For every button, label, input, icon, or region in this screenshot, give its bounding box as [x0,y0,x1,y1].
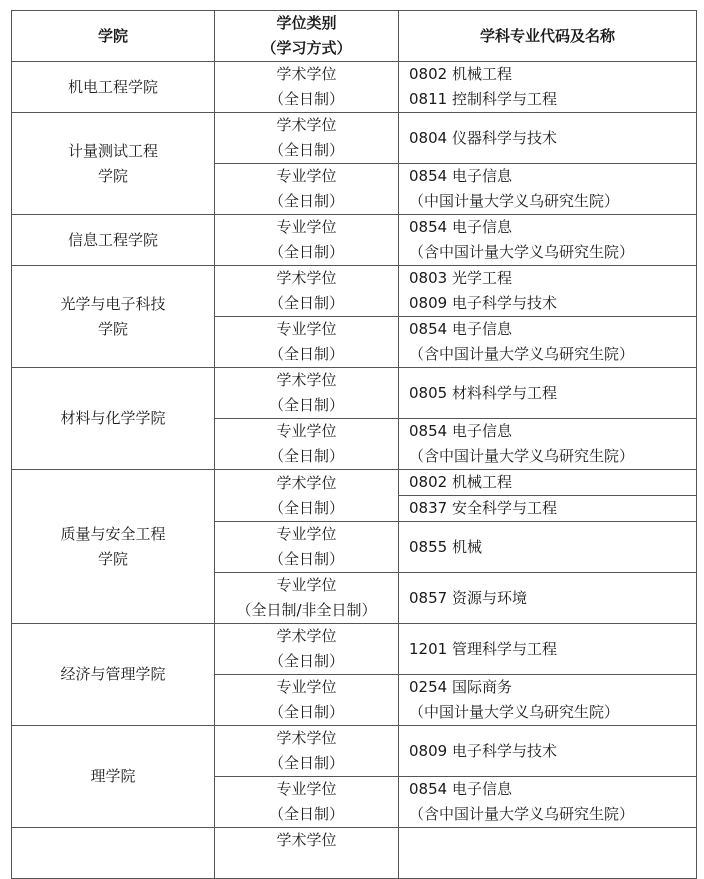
table-row [12,624,697,675]
subject-line: 0854 电子信息 [409,167,512,185]
program-table [11,10,697,879]
degree-type-line: 学术学位 [276,269,337,287]
college-cell [12,62,215,113]
degree-type-line: （全日制） [268,550,344,568]
college-cell [12,266,215,368]
subject-cell [399,62,697,113]
degree-type-cell [215,368,399,419]
college-name-line: 信息工程学院 [67,230,158,249]
table-row [12,726,697,777]
degree-type-line: 专业学位 [276,320,337,338]
college-name-line: 光学与电子科技 [60,294,166,313]
header-row [12,11,697,62]
header-college [12,11,215,62]
degree-type-cell [215,777,399,828]
subject-line: （含中国计量大学义乌研究生院） [409,447,635,465]
subject-line: 0857 资源与环境 [409,588,527,607]
subject-cell [399,777,697,828]
subject-cell [399,470,697,496]
subject-line: （中国计量大学义乌研究生院） [409,703,620,721]
college-cell [12,470,215,624]
subject-line: （中国计量大学义乌研究生院） [409,192,620,210]
degree-type-line: 专业学位 [276,167,337,185]
subject-line: 0254 国际商务 [409,678,512,696]
subject-line: 0854 电子信息 [409,218,512,236]
subject-cell [399,164,697,215]
subject-line: 0855 机械 [409,537,482,556]
degree-type-cell [215,164,399,215]
degree-type-line: 专业学位 [276,576,337,594]
header-type-line1: 学位类别 [276,14,337,32]
degree-type-line: （全日制） [268,294,344,312]
degree-type-cell [215,675,399,726]
subject-cell [399,624,697,675]
college-cell [12,368,215,470]
college-name-line: 学院 [97,319,128,338]
subject-cell [399,573,697,624]
degree-type-line: （全日制） [268,243,344,261]
header-degree-type [215,11,399,62]
subject-line: 0802 机械工程 [409,473,512,491]
college-name-line: 计量测试工程 [67,141,158,160]
college-cell [12,215,215,266]
subject-line: 0854 电子信息 [409,422,512,440]
subject-line: 0809 电子科学与技术 [409,294,557,312]
degree-type-line: （全日制） [268,447,344,465]
degree-type-cell [215,726,399,777]
subject-line: 0805 材料科学与工程 [409,383,557,402]
header-type-line2: （学习方式） [261,39,352,57]
degree-type-cell [215,419,399,470]
subject-line: 0854 电子信息 [409,320,512,338]
subject-line: 0804 仪器科学与技术 [409,128,557,147]
degree-type-cell [215,113,399,164]
degree-type-line: （全日制） [268,90,344,108]
degree-type-line: 专业学位 [276,678,337,696]
subject-line: （含中国计量大学义乌研究生院） [409,805,635,823]
degree-type-line: （全日制） [268,498,344,517]
college-cell [12,113,215,215]
degree-type-line: 学术学位 [276,627,337,645]
table-row-partial [12,828,697,879]
header-subject-text: 学科专业代码及名称 [479,26,615,45]
degree-type-line: 学术学位 [276,831,337,849]
degree-type-cell [215,522,399,573]
degree-type-line: 学术学位 [276,65,337,83]
degree-type-cell [215,266,399,317]
subject-cell [399,266,697,317]
degree-type-line: 专业学位 [276,780,337,798]
college-name-line: 理学院 [90,767,136,785]
subject-line: 0803 光学工程 [409,269,512,287]
subject-cell [399,828,697,879]
college-name-line: 机电工程学院 [67,77,158,96]
degree-type-line: （全日制） [268,754,344,772]
college-cell [12,726,215,828]
degree-type-line: 专业学位 [276,218,337,236]
college-name-line: 学院 [97,549,128,568]
college-name-line: 材料与化学学院 [60,409,166,427]
subject-cell [399,726,697,777]
subject-cell [399,317,697,368]
subject-cell [399,522,697,573]
degree-type-line: 学术学位 [276,116,337,134]
college-name-line: 质量与安全工程 [60,524,166,543]
subject-line: 0809 电子科学与技术 [409,741,557,760]
college-cell [12,624,215,726]
subject-cell [399,113,697,164]
degree-type-line: （全日制） [268,652,344,670]
subject-line: （含中国计量大学义乌研究生院） [409,243,635,261]
subject-line: 0854 电子信息 [409,780,512,798]
header-college-text: 学院 [97,26,128,45]
degree-type-line: 学术学位 [276,729,337,747]
degree-type-line: （全日制/非全日制） [236,601,377,619]
college-cell [12,828,215,879]
college-name-line: 经济与管理学院 [60,665,166,683]
degree-type-cell [215,828,399,879]
subject-line: 0811 控制科学与工程 [409,90,557,108]
degree-type-cell [215,470,399,522]
table-row [12,368,697,419]
subject-line: 0802 机械工程 [409,65,512,83]
subject-cell [399,368,697,419]
subject-line: 0837 安全科学与工程 [409,499,557,517]
table-body [12,62,697,879]
degree-type-line: 学术学位 [276,473,337,492]
degree-type-line: （全日制） [268,192,344,210]
table-row [12,113,697,164]
degree-type-cell [215,62,399,113]
college-name-line: 学院 [97,166,128,185]
degree-type-line: 学术学位 [276,371,337,389]
degree-type-line: （全日制） [268,396,344,414]
degree-type-line: （全日制） [268,703,344,721]
subject-cell [399,496,697,522]
degree-type-cell [215,215,399,266]
subject-line: （含中国计量大学义乌研究生院） [409,345,635,363]
subject-cell [399,419,697,470]
degree-type-line: （全日制） [268,345,344,363]
subject-cell [399,215,697,266]
table-row [12,266,697,317]
subject-cell [399,675,697,726]
table-row [12,215,697,266]
header-subject [399,11,697,62]
degree-type-cell [215,573,399,624]
degree-type-line: 专业学位 [276,422,337,440]
degree-type-line: （全日制） [268,805,344,823]
subject-line: 1201 管理科学与工程 [409,639,557,658]
table-row [12,470,697,496]
table-row [12,62,697,113]
degree-type-line: （全日制） [268,141,344,159]
degree-type-line: 专业学位 [276,525,337,543]
degree-type-cell [215,317,399,368]
degree-type-cell [215,624,399,675]
